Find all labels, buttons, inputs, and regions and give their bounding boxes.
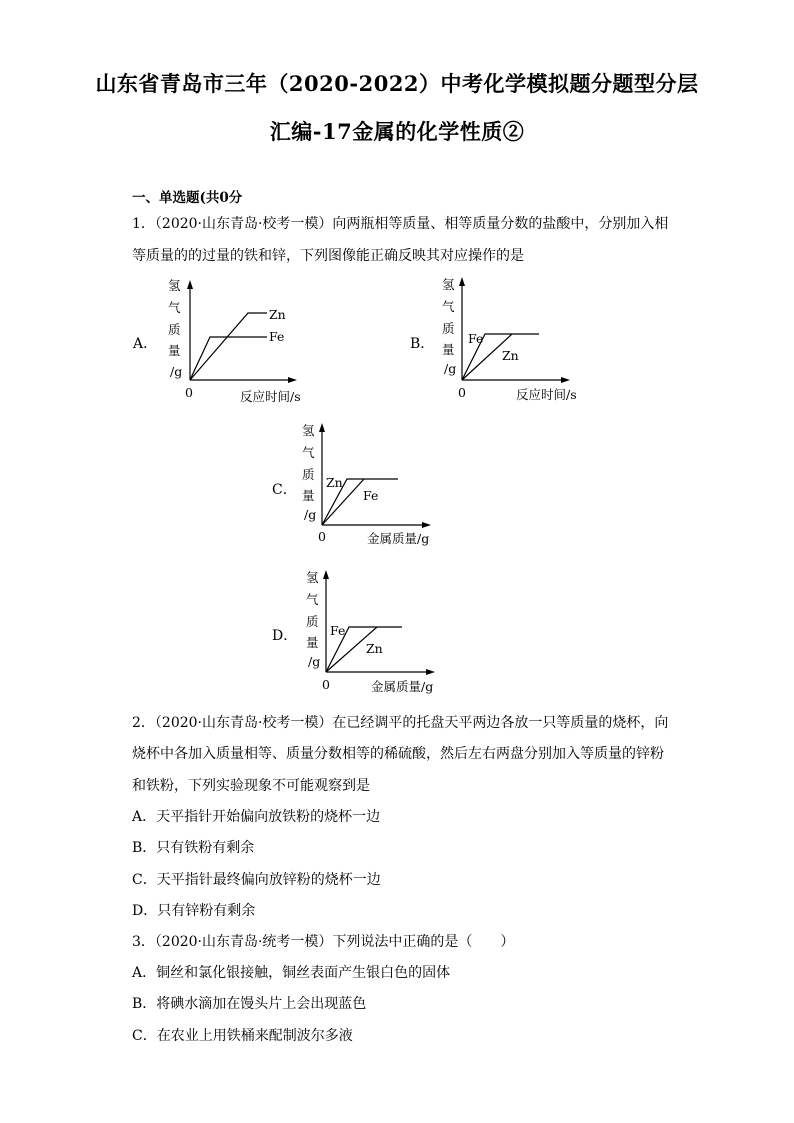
y-label-char: 氢 [302, 423, 315, 438]
q2-stem-line-2: 烧杯中各加入质量相等、质量分数相等的稀硫酸，然后左右两盘分别加入等质量的锌粉 [132, 746, 664, 762]
origin-label: 0 [458, 385, 466, 400]
y-label-unit: /g [444, 361, 457, 376]
line-zn [190, 313, 267, 380]
y-label-char: 量 [306, 635, 319, 650]
q1-graph-b [432, 272, 622, 407]
origin-label: 0 [318, 529, 326, 544]
q1-option-c-label[interactable]: C． [272, 482, 297, 498]
q2-stem-line-1: 2．（2020·山东青岛·校考一模）在已经调平的托盘天平两边各放一只等质量的烧杯，向 [132, 715, 669, 731]
y-label-unit: /g [170, 364, 183, 379]
series-label-upper: Zn [326, 475, 343, 490]
y-label-char: 质 [168, 322, 181, 337]
series-label-upper: Fe [468, 331, 484, 346]
page-title-line-1: 山东省青岛市三年（2020-2022）中考化学模拟题分题型分层 [95, 71, 699, 96]
series-label-lower: Fe [269, 329, 285, 344]
y-label-char: 氢 [442, 277, 455, 292]
q1-stem-line-1: 1．（2020·山东青岛·校考一模）向两瓶相等质量、相等质量分数的盐酸中，分别加入相 [132, 216, 669, 232]
q1-graph-d [296, 565, 486, 700]
y-label-char: 气 [168, 300, 181, 315]
q3-stem-line-1: 3．（2020·山东青岛·统考一模）下列说法中正确的是（ ） [132, 934, 515, 950]
q2-option-a[interactable]: A．天平指针开始偏向放铁粉的烧杯一边 [132, 809, 381, 825]
series-label-lower: Fe [363, 488, 379, 503]
section-heading: 一、单选题(共0分 [132, 190, 243, 206]
y-label-char: 质 [306, 614, 319, 629]
x-axis-label: 反应时间/s [240, 389, 301, 404]
q1-option-b-label[interactable]: B． [410, 336, 435, 352]
q3-option-a[interactable]: A．铜丝和氯化银接触，铜丝表面产生银白色的固体 [132, 965, 451, 981]
y-label-char: 气 [302, 445, 315, 460]
y-label-unit: /g [308, 654, 321, 669]
q1-option-a-label[interactable]: A． [133, 336, 158, 352]
line-fe [190, 337, 267, 380]
q1-graph-a [160, 275, 350, 410]
page-title-line-2: 汇编-17金属的化学性质② [269, 119, 525, 144]
y-label-char: 气 [306, 592, 319, 607]
q3-option-b[interactable]: B．将碘水滴加在馒头片上会出现蓝色 [132, 996, 367, 1012]
y-label-unit: /g [304, 507, 317, 522]
y-label-char: 量 [442, 342, 455, 357]
q2-option-c[interactable]: C．天平指针最终偏向放锌粉的烧杯一边 [132, 872, 381, 888]
series-label-lower: Zn [366, 641, 383, 656]
series-label-lower: Zn [502, 348, 519, 363]
q1-graph-c [292, 418, 482, 553]
q1-option-d-label[interactable]: D． [272, 628, 298, 644]
q2-option-d[interactable]: D．只有锌粉有剩余 [132, 903, 256, 919]
q2-option-b[interactable]: B．只有铁粉有剩余 [132, 840, 255, 856]
q1-stem-line-2: 等质量的的过量的铁和锌，下列图像能正确反映其对应操作的是 [132, 248, 524, 264]
x-axis-label: 金属质量/g [371, 679, 434, 694]
y-label-char: 氢 [306, 570, 319, 585]
y-label-char: 质 [302, 467, 315, 482]
q2-stem-line-3: 和铁粉，下列实验现象不可能观察到是 [132, 778, 370, 794]
origin-label: 0 [322, 677, 330, 692]
y-label-char: 量 [168, 343, 181, 358]
x-axis-label: 金属质量/g [367, 531, 430, 546]
x-axis-label: 反应时间/s [516, 387, 577, 402]
y-label-char: 氢 [168, 278, 181, 293]
y-label-char: 量 [302, 488, 315, 503]
origin-label: 0 [185, 385, 193, 400]
y-label-char: 质 [442, 321, 455, 336]
series-label-upper: Zn [269, 307, 286, 322]
q3-option-c[interactable]: C．在农业上用铁桶来配制波尔多液 [132, 1028, 353, 1044]
y-label-char: 气 [442, 299, 455, 314]
series-label-upper: Fe [330, 623, 346, 638]
